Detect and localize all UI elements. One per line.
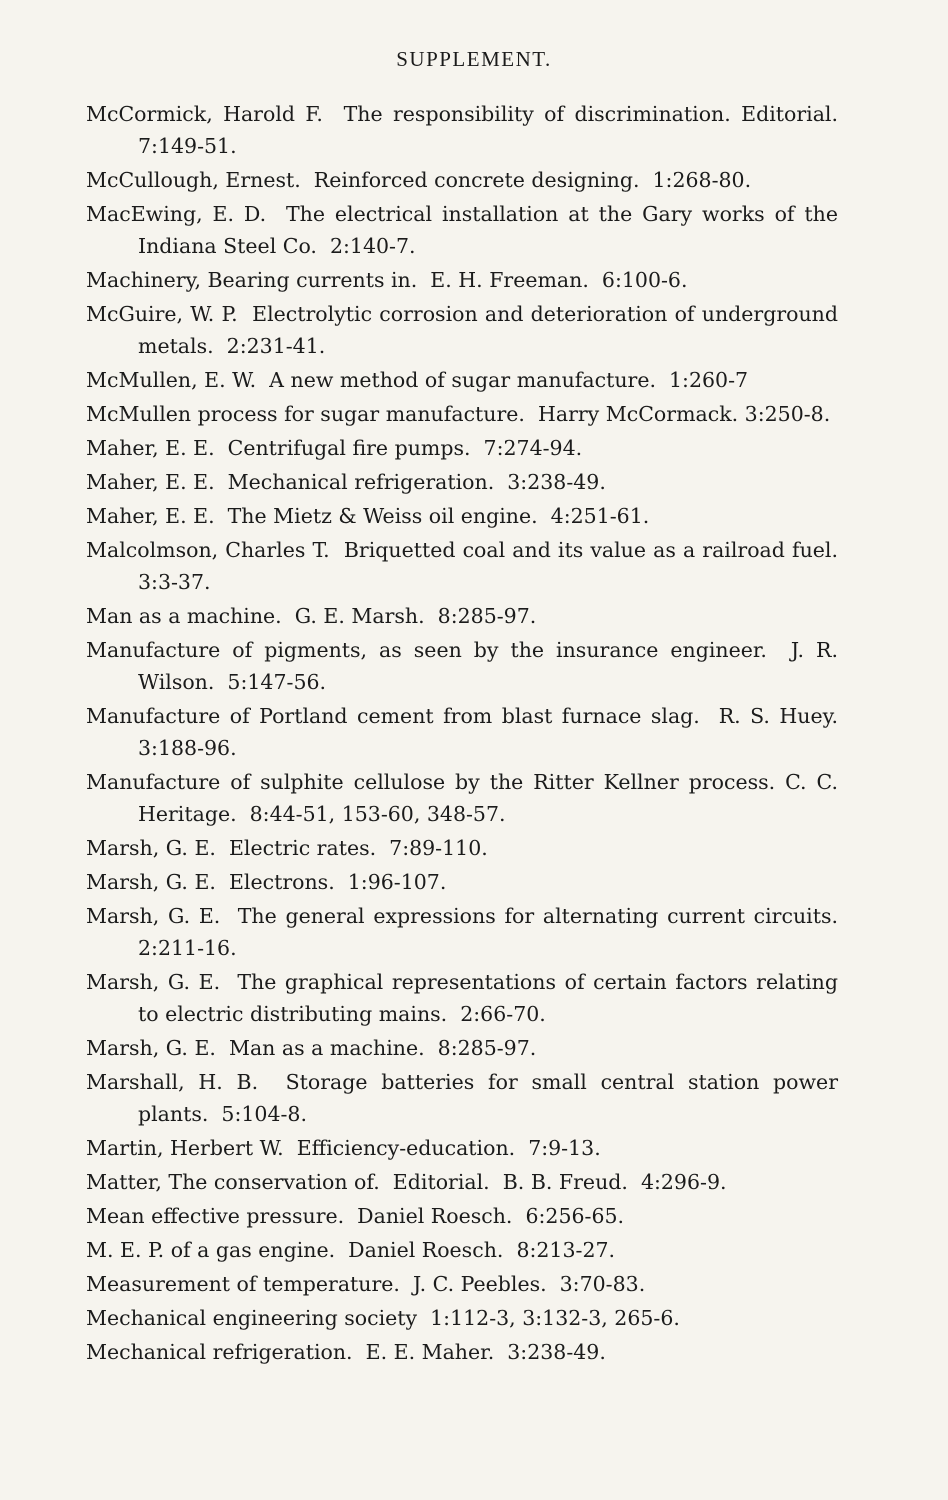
index-entry-text: McMullen, E. W. A new method of sugar manufacture. 1:260-7	[86, 368, 749, 392]
index-entry-text: Marshall, H. B. Storage batteries for small central station power plants. 5:104-8.	[86, 1070, 845, 1126]
index-entry	[86, 398, 838, 430]
index-entry-text: Marsh, G. E. The general expressions for alternating current circuits. 2:211-16.	[86, 904, 852, 960]
index-entry-text: McCullough, Ernest. Reinforced concrete designing. 1:268-80.	[86, 168, 752, 192]
index-list	[86, 98, 852, 1370]
index-entry-text: Manufacture of sulphite cellulose by the Ritter Kellner process. C. C. Heritage. 8:44-51, 153-60, 348-57.	[86, 770, 845, 826]
index-entry	[86, 700, 852, 764]
index-entry-text: Measurement of temperature. J. C. Peebles. 3:70-83.	[86, 1272, 646, 1296]
index-entry-text: Maher, E. E. Centrifugal fire pumps. 7:274-94.	[86, 436, 583, 460]
index-entry	[86, 1200, 838, 1232]
page-heading: SUPPLEMENT.	[396, 47, 552, 71]
index-entry	[86, 264, 838, 296]
index-entry	[86, 364, 838, 396]
index-entry-text: MacEwing, E. D. The electrical installation at the Gary works of the Indiana Steel Co. 2:140-7.	[86, 202, 845, 258]
index-entry	[86, 766, 845, 830]
index-entry-text: Marsh, G. E. Electric rates. 7:89-110.	[86, 836, 488, 860]
index-entry	[86, 1132, 838, 1164]
index-entry-text: Manufacture of pigments, as seen by the insurance engineer. J. R. Wilson. 5:147-56.	[86, 638, 845, 694]
index-entry-text: Manufacture of Portland cement from blast furnace slag. R. S. Huey. 3:188-96.	[86, 704, 852, 760]
index-entry-text: McMullen process for sugar manufacture. Harry McCormack. 3:250-8.	[86, 402, 831, 426]
index-entry	[86, 298, 845, 362]
index-entry-text: M. E. P. of a gas engine. Daniel Roesch. 8:213-27.	[86, 1238, 616, 1262]
index-entry	[86, 1166, 838, 1198]
index-entry	[86, 466, 838, 498]
index-entry	[86, 500, 838, 532]
index-entry	[86, 900, 852, 964]
index-entry-text: McCormick, Harold F. The responsibility of discrimination. Editorial. 7:149-51.	[86, 102, 852, 158]
index-entry-text: Machinery, Bearing currents in. E. H. Freeman. 6:100-6.	[86, 268, 688, 292]
index-entry	[86, 1234, 838, 1266]
index-entry	[86, 534, 852, 598]
index-entry	[86, 1336, 838, 1368]
index-entry	[86, 866, 838, 898]
index-entry-text: Marsh, G. E. Electrons. 1:96-107.	[86, 870, 447, 894]
index-entry-text: Mechanical refrigeration. E. E. Maher. 3:238-49.	[86, 1340, 606, 1364]
index-entry-text: Mechanical engineering society 1:112-3, 3:132-3, 265-6.	[86, 1306, 680, 1330]
index-entry-text: Mean effective pressure. Daniel Roesch. 6:256-65.	[86, 1204, 625, 1228]
index-entry-text: Matter, The conservation of. Editorial. B. B. Freud. 4:296-9.	[86, 1170, 727, 1194]
index-entry	[86, 198, 845, 262]
index-entry	[86, 832, 838, 864]
index-entry	[86, 1268, 838, 1300]
index-entry	[86, 1302, 838, 1334]
index-entry	[86, 164, 838, 196]
index-entry	[86, 600, 838, 632]
index-entry	[86, 1032, 838, 1064]
index-entry-text: Martin, Herbert W. Efficiency-education. 7:9-13.	[86, 1136, 601, 1160]
index-entry-text: Marsh, G. E. The graphical representations of certain factors relating to electric distributing mains. 2:66-70.	[86, 970, 845, 1026]
index-entry	[86, 432, 838, 464]
index-entry-text: Man as a machine. G. E. Marsh. 8:285-97.	[86, 604, 537, 628]
index-entry	[86, 966, 845, 1030]
index-entry-text: Marsh, G. E. Man as a machine. 8:285-97.	[86, 1036, 537, 1060]
index-entry-text: Malcolmson, Charles T. Briquetted coal and its value as a railroad fuel. 3:3-37.	[86, 538, 852, 594]
index-entry-text: Maher, E. E. The Mietz & Weiss oil engine. 4:251-61.	[86, 504, 650, 528]
index-entry-text: Maher, E. E. Mechanical refrigeration. 3:238-49.	[86, 470, 606, 494]
index-entry	[86, 634, 845, 698]
index-entry	[86, 98, 852, 162]
index-entry-text: McGuire, W. P. Electrolytic corrosion and deterioration of underground metals. 2:231-41.	[86, 302, 845, 358]
index-entry	[86, 1066, 845, 1130]
